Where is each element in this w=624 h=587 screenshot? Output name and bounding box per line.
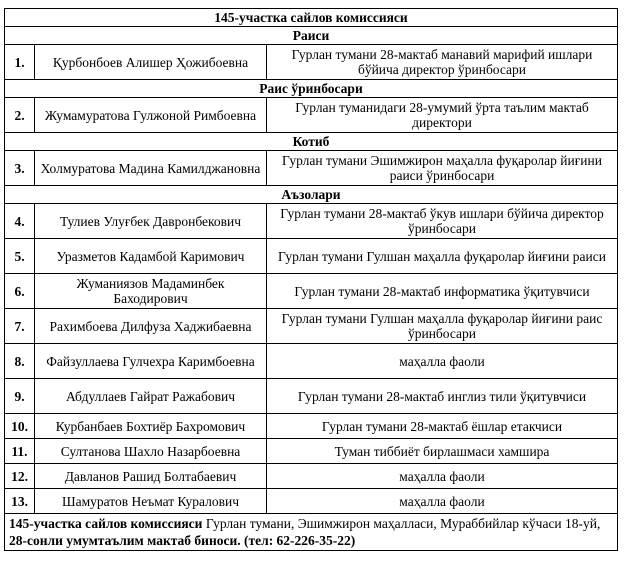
row-number: 5. [5, 239, 35, 274]
section-deputy: Раис ўринбосари [5, 80, 618, 98]
table-row [5, 239, 618, 274]
footer-row [5, 514, 618, 551]
member-role: Гурлан тумани 28-мактаб ўкув ишлари бўйича директор ўринбосари [267, 204, 618, 239]
table-row [5, 98, 618, 133]
row-number: 13. [5, 489, 35, 514]
member-role: Гурлан тумани 28-мактаб манавий марифий ишлари бўйича директор ўринбосари [267, 45, 618, 80]
section-row [5, 186, 618, 204]
table-title: 145-участка сайлов комиссияси [5, 9, 618, 27]
title-row [5, 9, 618, 27]
footer-address-text: Гурлан тумани, Эшимжирон маҳалласи, Мураббийлар кўчаси 18-уй, [202, 516, 601, 531]
member-name: Курбанбаев Бохтиёр Бахромович [35, 414, 267, 439]
section-row [5, 133, 618, 151]
table-row [5, 151, 618, 186]
member-name: Уразметов Кадамбой Каримович [35, 239, 267, 274]
member-name: Жуманиязов Мадаминбек Баходирович [35, 274, 267, 309]
member-name: Файзуллаева Гулчехра Каримбоевна [35, 344, 267, 379]
section-chair: Раиси [5, 27, 618, 45]
member-name: Холмуратова Мадина Камилджановна [35, 151, 267, 186]
table-row [5, 439, 618, 464]
table-row [5, 45, 618, 80]
table-row [5, 489, 618, 514]
table-row [5, 204, 618, 239]
row-number: 8. [5, 344, 35, 379]
member-role: маҳалла фаоли [267, 464, 618, 489]
table-row [5, 464, 618, 489]
member-role: Гурлан тумани 28-мактаб информатика ўқитувчиси [267, 274, 618, 309]
member-name: Абдуллаев Гайрат Ражабович [35, 379, 267, 414]
member-name: Қурбонбоев Алишер Ҳожибоевна [35, 45, 267, 80]
row-number: 6. [5, 274, 35, 309]
row-number: 3. [5, 151, 35, 186]
member-name: Давланов Рашид Болтабаевич [35, 464, 267, 489]
member-name: Шамуратов Неъмат Куралович [35, 489, 267, 514]
row-number: 9. [5, 379, 35, 414]
row-number: 12. [5, 464, 35, 489]
member-name: Жумамуратова Гулжоной Римбоевна [35, 98, 267, 133]
table-row [5, 379, 618, 414]
member-name: Тулиев Улуғбек Давронбекович [35, 204, 267, 239]
member-role: Туман тиббиёт бирлашмаси хамшира [267, 439, 618, 464]
member-role: маҳалла фаоли [267, 344, 618, 379]
footer-address [5, 514, 618, 551]
section-members: Аъзолари [5, 186, 618, 204]
section-row [5, 27, 618, 45]
table-row [5, 414, 618, 439]
footer-building: 28-сонли умумтаълим мактаб биноси. (тел: 62-226-35-22) [9, 533, 356, 548]
row-number: 7. [5, 309, 35, 344]
row-number: 1. [5, 45, 35, 80]
member-role: Гурлан тумани Гулшан маҳалла фуқаролар йиғини раиси [267, 239, 618, 274]
commission-table [4, 8, 618, 551]
section-secretary: Котиб [5, 133, 618, 151]
member-name: Султанова Шахло Назарбоевна [35, 439, 267, 464]
member-role: маҳалла фаоли [267, 489, 618, 514]
member-role: Гурлан тумани Эшимжирон маҳалла фуқаролар йиғини раиси ўринбосари [267, 151, 618, 186]
row-number: 4. [5, 204, 35, 239]
member-role: Гурлан тумани 28-мактаб инглиз тили ўқитувчиси [267, 379, 618, 414]
member-role: Гурлан тумани Гулшан маҳалла фуқаролар йиғини раис ўринбосари [267, 309, 618, 344]
table-row [5, 344, 618, 379]
member-role: Гурлан тумани 28-мактаб ёшлар етакчиси [267, 414, 618, 439]
table-row [5, 274, 618, 309]
row-number: 2. [5, 98, 35, 133]
row-number: 11. [5, 439, 35, 464]
row-number: 10. [5, 414, 35, 439]
member-name: Рахимбоева Дилфуза Хаджибаевна [35, 309, 267, 344]
member-role: Гурлан туманидаги 28-умумий ўрта таълим мактаб директори [267, 98, 618, 133]
section-row [5, 80, 618, 98]
footer-lead: 145-участка сайлов комиссияси [9, 516, 203, 531]
table-row [5, 309, 618, 344]
